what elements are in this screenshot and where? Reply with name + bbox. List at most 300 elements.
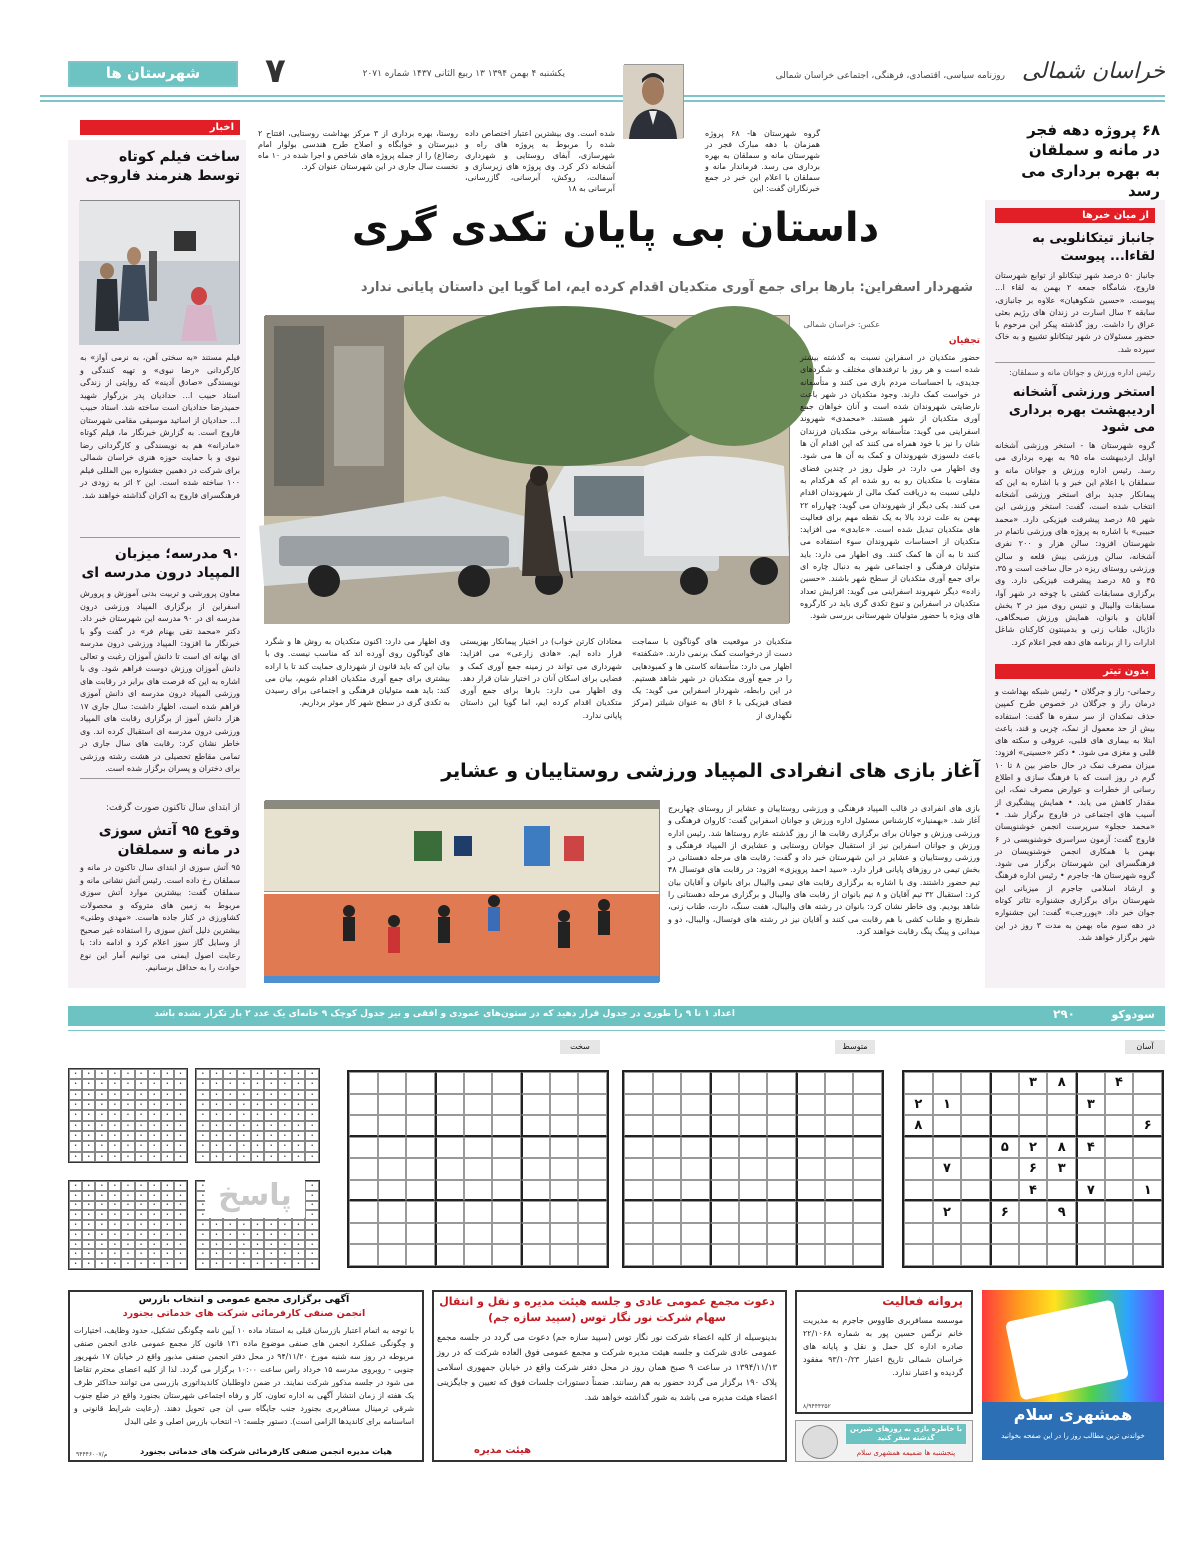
sudoku-cell[interactable] <box>624 1094 653 1116</box>
sudoku-cell[interactable] <box>825 1201 854 1223</box>
sudoku-cell[interactable] <box>578 1094 607 1116</box>
sudoku-cell[interactable] <box>378 1244 407 1266</box>
sudoku-cell[interactable] <box>933 1115 962 1137</box>
sudoku-cell[interactable]: ۷ <box>933 1158 962 1180</box>
sudoku-cell[interactable] <box>767 1223 796 1245</box>
sudoku-cell[interactable] <box>550 1094 579 1116</box>
answer-cell <box>69 1110 82 1120</box>
promo-ad[interactable] <box>795 1420 973 1462</box>
sudoku-cell[interactable] <box>349 1244 378 1266</box>
sudoku-cell[interactable] <box>825 1072 854 1094</box>
answer-cell <box>135 1110 148 1120</box>
sudoku-cell[interactable] <box>681 1115 710 1137</box>
sudoku-cell[interactable] <box>796 1094 825 1116</box>
sudoku-cell[interactable] <box>435 1137 464 1159</box>
answer-cell <box>223 1131 237 1141</box>
sudoku-cell[interactable] <box>578 1244 607 1266</box>
sudoku-cell[interactable]: ۱ <box>933 1094 962 1116</box>
photo-credit: عکس: خراسان شمالی <box>803 320 880 329</box>
answer-cell <box>121 1090 134 1100</box>
sudoku-cell[interactable]: ۲ <box>904 1094 933 1116</box>
sudoku-cell[interactable] <box>1019 1223 1048 1245</box>
sudoku-cell[interactable] <box>710 1137 739 1159</box>
sudoku-cell[interactable] <box>1105 1223 1134 1245</box>
sudoku-cell[interactable] <box>578 1137 607 1159</box>
sudoku-cell[interactable] <box>853 1223 882 1245</box>
sudoku-cell[interactable] <box>464 1223 493 1245</box>
sudoku-cell[interactable] <box>825 1094 854 1116</box>
sudoku-cell[interactable] <box>406 1072 435 1094</box>
sudoku-cell[interactable] <box>1076 1201 1105 1223</box>
sudoku-cell[interactable] <box>1105 1244 1134 1266</box>
answer-cell <box>82 1191 95 1201</box>
sudoku-cell[interactable] <box>681 1094 710 1116</box>
sudoku-cell[interactable] <box>624 1223 653 1245</box>
permit-body: موسسه مسافربری طاووس جاجرم به مدیریت خانم نرگس حسین پور به شماره ۲۲/۱۰۶۸ صادره اداره کل حمل و نقل و پایانه های خراسان شمالی تاریخ اعتبار ۹۳/۱۰/۲۳ مفقود گردیده و اعتبار ندارد. <box>803 1316 963 1377</box>
answer-cell <box>82 1100 95 1110</box>
sudoku-cell[interactable] <box>464 1201 493 1223</box>
sudoku-cell[interactable] <box>349 1094 378 1116</box>
sudoku-medium-grid[interactable] <box>622 1070 884 1268</box>
sudoku-cell[interactable] <box>435 1158 464 1180</box>
sudoku-cell[interactable] <box>1047 1223 1076 1245</box>
sudoku-cell[interactable]: ۳ <box>1019 1072 1048 1094</box>
sudoku-cell[interactable] <box>624 1137 653 1159</box>
sudoku-cell[interactable] <box>904 1244 933 1266</box>
sudoku-cell[interactable] <box>853 1244 882 1266</box>
sudoku-cell[interactable] <box>550 1244 579 1266</box>
sudoku-cell[interactable] <box>681 1137 710 1159</box>
sudoku-cell[interactable] <box>349 1180 378 1202</box>
sudoku-cell[interactable] <box>681 1072 710 1094</box>
sudoku-cell[interactable] <box>624 1115 653 1137</box>
sudoku-cell[interactable] <box>1076 1158 1105 1180</box>
sudoku-cell[interactable]: ۴ <box>1076 1137 1105 1159</box>
hamshahri-ad[interactable] <box>982 1290 1164 1460</box>
answer-cell <box>196 1069 210 1079</box>
sudoku-cell[interactable] <box>550 1072 579 1094</box>
sudoku-cell[interactable] <box>796 1223 825 1245</box>
sudoku-cell[interactable] <box>378 1094 407 1116</box>
sudoku-cell[interactable] <box>1133 1072 1162 1094</box>
sudoku-cell[interactable] <box>796 1158 825 1180</box>
sudoku-cell[interactable] <box>521 1094 550 1116</box>
sudoku-cell[interactable] <box>378 1201 407 1223</box>
sudoku-cell[interactable] <box>796 1244 825 1266</box>
sudoku-cell[interactable]: ۷ <box>1076 1180 1105 1202</box>
sudoku-cell[interactable] <box>961 1223 990 1245</box>
sudoku-cell[interactable] <box>767 1137 796 1159</box>
sudoku-cell[interactable] <box>578 1072 607 1094</box>
sudoku-cell[interactable] <box>378 1115 407 1137</box>
answer-cell <box>264 1121 278 1131</box>
sudoku-cell[interactable] <box>1105 1201 1134 1223</box>
sudoku-cell[interactable] <box>961 1072 990 1094</box>
sudoku-cell[interactable] <box>961 1180 990 1202</box>
answer-cell <box>278 1141 292 1151</box>
answer-cell <box>108 1100 121 1110</box>
sudoku-cell[interactable] <box>464 1094 493 1116</box>
sudoku-cell[interactable] <box>961 1244 990 1266</box>
sudoku-cell[interactable] <box>767 1244 796 1266</box>
meeting-ad <box>432 1290 787 1462</box>
sudoku-cell[interactable] <box>739 1115 768 1137</box>
sudoku-cell[interactable] <box>578 1201 607 1223</box>
sudoku-cell[interactable] <box>464 1244 493 1266</box>
sudoku-cell[interactable]: ۲ <box>933 1201 962 1223</box>
sudoku-cell[interactable] <box>990 1158 1019 1180</box>
answer-cell <box>95 1069 108 1079</box>
top-story-col1: گروه شهرستان ها- ۶۸ پروژه همزمان با دهه مبارک فجر در شهرستان مانه و سملقان به بهره برداری می رسد. فرماندار مانه و سملقان با اعلام این خبر در جمع خبرنگاران گفت: این <box>705 129 820 193</box>
sudoku-cell[interactable] <box>521 1137 550 1159</box>
sudoku-cell[interactable] <box>1047 1244 1076 1266</box>
sudoku-cell[interactable] <box>796 1180 825 1202</box>
answer-cell <box>108 1259 121 1269</box>
sudoku-cell[interactable]: ۱ <box>1133 1180 1162 1202</box>
answer-cell <box>161 1230 174 1240</box>
sudoku-cell[interactable] <box>933 1223 962 1245</box>
sudoku-cell[interactable] <box>904 1201 933 1223</box>
sudoku-cell[interactable] <box>904 1180 933 1202</box>
hamshahri-title: همشهری سلام <box>1013 1405 1133 1424</box>
answer-cell <box>251 1069 265 1079</box>
answer-cell <box>251 1121 265 1131</box>
sudoku-cell[interactable] <box>550 1137 579 1159</box>
sudoku-cell[interactable] <box>406 1094 435 1116</box>
answer-cell <box>148 1131 161 1141</box>
sudoku-cell[interactable]: ۸ <box>904 1115 933 1137</box>
sudoku-cell[interactable] <box>710 1201 739 1223</box>
sudoku-cell[interactable] <box>653 1244 682 1266</box>
sudoku-cell[interactable] <box>853 1094 882 1116</box>
answer-cell <box>292 1121 306 1131</box>
sudoku-cell[interactable] <box>624 1244 653 1266</box>
sudoku-cell[interactable] <box>1047 1115 1076 1137</box>
answer-cell <box>135 1090 148 1100</box>
sudoku-cell[interactable] <box>853 1201 882 1223</box>
sudoku-cell[interactable] <box>853 1158 882 1180</box>
sudoku-cell[interactable] <box>933 1244 962 1266</box>
sudoku-cell[interactable] <box>653 1115 682 1137</box>
sudoku-cell[interactable] <box>681 1244 710 1266</box>
sudoku-cell[interactable] <box>933 1072 962 1094</box>
sudoku-cell[interactable] <box>1019 1094 1048 1116</box>
sudoku-cell[interactable] <box>710 1244 739 1266</box>
sudoku-cell[interactable] <box>464 1158 493 1180</box>
sudoku-cell[interactable] <box>464 1137 493 1159</box>
sudoku-cell[interactable] <box>624 1158 653 1180</box>
sudoku-cell[interactable] <box>961 1158 990 1180</box>
sudoku-cell[interactable] <box>1019 1201 1048 1223</box>
sudoku-cell[interactable] <box>710 1115 739 1137</box>
sudoku-cell[interactable] <box>378 1072 407 1094</box>
sudoku-cell[interactable] <box>710 1180 739 1202</box>
answer-cell <box>135 1181 148 1191</box>
sudoku-cell[interactable] <box>464 1180 493 1202</box>
answer-cell <box>196 1230 210 1240</box>
sudoku-cell[interactable] <box>435 1244 464 1266</box>
sudoku-cell[interactable] <box>1105 1158 1134 1180</box>
sudoku-cell[interactable] <box>435 1115 464 1137</box>
answer-cell <box>121 1220 134 1230</box>
sudoku-cell[interactable] <box>1133 1223 1162 1245</box>
sudoku-cell[interactable] <box>349 1201 378 1223</box>
sudoku-cell[interactable] <box>796 1072 825 1094</box>
sudoku-cell[interactable] <box>521 1244 550 1266</box>
sudoku-cell[interactable] <box>406 1158 435 1180</box>
sudoku-cell[interactable] <box>521 1180 550 1202</box>
sudoku-cell[interactable] <box>349 1223 378 1245</box>
sudoku-cell[interactable] <box>767 1072 796 1094</box>
fire-body: ۹۵ آتش سوزی از ابتدای سال تاکنون در مانه و سملقان رخ داده است. رئیس آتش نشانی مانه و سملقان گفت: بیشترین موارد آتش سوزی مربوط به زمین های متروکه و محصولات کشاورزی در کنار جاده هاست. «مهدی وطنی» بیشترین دلیل آتش سوزی را استفاده غیر صحیح از وسایل گاز سوز اعلام کرد و ادامه داد: با رعایت اصول ایمنی می توانیم آمار این نوع حوادث را به حداقل برسانیم. <box>80 863 240 972</box>
sudoku-cell[interactable]: ۴ <box>1019 1180 1048 1202</box>
sudoku-cell[interactable] <box>550 1201 579 1223</box>
sudoku-cell[interactable]: ۳ <box>1076 1094 1105 1116</box>
sudoku-cell[interactable]: ۹ <box>1047 1201 1076 1223</box>
sudoku-cell[interactable] <box>406 1137 435 1159</box>
sudoku-cell[interactable]: ۶ <box>1133 1115 1162 1137</box>
sudoku-cell[interactable] <box>578 1180 607 1202</box>
sudoku-cell[interactable] <box>521 1072 550 1094</box>
sudoku-cell[interactable] <box>378 1180 407 1202</box>
sudoku-cell[interactable] <box>653 1137 682 1159</box>
sudoku-cell[interactable] <box>464 1115 493 1137</box>
sudoku-cell[interactable] <box>933 1180 962 1202</box>
sudoku-cell[interactable] <box>853 1072 882 1094</box>
sudoku-cell[interactable] <box>990 1094 1019 1116</box>
answer-cell <box>69 1100 82 1110</box>
sudoku-hard-grid[interactable] <box>347 1070 609 1268</box>
sudoku-cell[interactable] <box>1105 1137 1134 1159</box>
sudoku-cell[interactable] <box>739 1201 768 1223</box>
sudoku-cell[interactable] <box>796 1201 825 1223</box>
sudoku-cell[interactable] <box>624 1201 653 1223</box>
sudoku-cell[interactable] <box>990 1244 1019 1266</box>
sudoku-cell[interactable] <box>653 1158 682 1180</box>
sudoku-cell[interactable] <box>825 1223 854 1245</box>
sudoku-cell[interactable] <box>550 1115 579 1137</box>
sudoku-cell[interactable] <box>1076 1244 1105 1266</box>
sudoku-cell[interactable] <box>1019 1244 1048 1266</box>
sudoku-cell[interactable] <box>550 1180 579 1202</box>
answer-cell <box>237 1100 251 1110</box>
sudoku-cell[interactable] <box>349 1072 378 1094</box>
sudoku-cell[interactable] <box>1019 1115 1048 1137</box>
sudoku-cell[interactable] <box>492 1180 521 1202</box>
sudoku-cell[interactable] <box>933 1137 962 1159</box>
sudoku-cell[interactable] <box>739 1137 768 1159</box>
answer-cell <box>148 1121 161 1131</box>
sudoku-cell[interactable] <box>1133 1201 1162 1223</box>
sudoku-cell[interactable] <box>653 1201 682 1223</box>
answer-cell <box>237 1230 251 1240</box>
sudoku-easy-grid[interactable] <box>902 1070 1164 1268</box>
sudoku-cell[interactable] <box>1047 1180 1076 1202</box>
sudoku-cell[interactable] <box>1133 1137 1162 1159</box>
sudoku-cell[interactable] <box>406 1244 435 1266</box>
sudoku-cell[interactable] <box>378 1223 407 1245</box>
sudoku-cell[interactable] <box>767 1158 796 1180</box>
sudoku-cell[interactable] <box>710 1223 739 1245</box>
sudoku-cell[interactable] <box>853 1115 882 1137</box>
sudoku-cell[interactable] <box>767 1180 796 1202</box>
sudoku-cell[interactable] <box>492 1223 521 1245</box>
sudoku-cell[interactable] <box>492 1094 521 1116</box>
sudoku-cell[interactable] <box>406 1180 435 1202</box>
sudoku-cell[interactable] <box>904 1137 933 1159</box>
sudoku-cell[interactable] <box>1133 1244 1162 1266</box>
sudoku-cell[interactable] <box>378 1158 407 1180</box>
answer-cell <box>108 1201 121 1211</box>
sudoku-cell[interactable]: ۸ <box>1047 1137 1076 1159</box>
sudoku-cell[interactable] <box>624 1072 653 1094</box>
sudoku-cell[interactable] <box>378 1137 407 1159</box>
sudoku-cell[interactable] <box>349 1158 378 1180</box>
sudoku-cell[interactable] <box>578 1223 607 1245</box>
union-sub: انجمن صنفی کارفرمائی شرکت های خدماتی بجنورد <box>122 1308 366 1319</box>
sudoku-cell[interactable] <box>653 1180 682 1202</box>
sudoku-cell[interactable] <box>435 1094 464 1116</box>
sudoku-cell[interactable] <box>521 1223 550 1245</box>
answer-cell <box>174 1210 187 1220</box>
sudoku-cell[interactable] <box>739 1244 768 1266</box>
sudoku-cell[interactable] <box>710 1072 739 1094</box>
sudoku-cell[interactable] <box>767 1201 796 1223</box>
sudoku-cell[interactable]: ۶ <box>990 1201 1019 1223</box>
sudoku-cell[interactable] <box>435 1180 464 1202</box>
sudoku-cell[interactable] <box>550 1158 579 1180</box>
sudoku-cell[interactable] <box>990 1072 1019 1094</box>
answer-cell <box>108 1230 121 1240</box>
answer-cell <box>148 1240 161 1250</box>
sudoku-cell[interactable] <box>853 1137 882 1159</box>
sudoku-cell[interactable] <box>521 1158 550 1180</box>
answer-cell <box>305 1210 319 1220</box>
answer-cell <box>223 1141 237 1151</box>
sudoku-cell[interactable] <box>904 1072 933 1094</box>
sudoku-cell[interactable] <box>739 1072 768 1094</box>
sudoku-cell[interactable] <box>406 1115 435 1137</box>
sudoku-cell[interactable] <box>825 1115 854 1137</box>
sudoku-cell[interactable] <box>492 1115 521 1137</box>
answer-cell <box>161 1152 174 1162</box>
sudoku-cell[interactable] <box>990 1223 1019 1245</box>
answer-cell <box>305 1220 319 1230</box>
sudoku-cell[interactable] <box>1076 1223 1105 1245</box>
sudoku-cell[interactable] <box>1105 1115 1134 1137</box>
sudoku-cell[interactable]: ۲ <box>1019 1137 1048 1159</box>
sudoku-cell[interactable] <box>464 1072 493 1094</box>
sudoku-cell[interactable] <box>990 1180 1019 1202</box>
sudoku-cell[interactable] <box>492 1158 521 1180</box>
sudoku-cell[interactable] <box>435 1072 464 1094</box>
sudoku-cell[interactable] <box>961 1201 990 1223</box>
sudoku-cell[interactable] <box>825 1158 854 1180</box>
sudoku-cell[interactable] <box>796 1115 825 1137</box>
sudoku-cell[interactable] <box>961 1137 990 1159</box>
sudoku-cell[interactable] <box>492 1072 521 1094</box>
sudoku-cell[interactable] <box>653 1223 682 1245</box>
answer-cell <box>210 1090 224 1100</box>
sudoku-cell[interactable] <box>1105 1094 1134 1116</box>
sudoku-cell[interactable] <box>825 1244 854 1266</box>
sudoku-cell[interactable]: ۶ <box>1019 1158 1048 1180</box>
sudoku-cell[interactable]: ۵ <box>990 1137 1019 1159</box>
sudoku-cell[interactable] <box>492 1201 521 1223</box>
answer-cell <box>69 1131 82 1141</box>
medium-label: متوسط <box>835 1040 875 1054</box>
sudoku-cell[interactable] <box>681 1158 710 1180</box>
sudoku-cell[interactable] <box>1105 1180 1134 1202</box>
sudoku-cell[interactable]: ۳ <box>1047 1158 1076 1180</box>
sudoku-cell[interactable] <box>1133 1158 1162 1180</box>
sudoku-cell[interactable] <box>406 1223 435 1245</box>
answer-cell <box>305 1201 319 1211</box>
sudoku-cell[interactable] <box>435 1201 464 1223</box>
answer-grid-1 <box>195 1068 320 1163</box>
lead-body-c2: معتادان کارتن خواب) در اختیار پیمانکار بهزیستی قرار داده ایم. «هادی زارعی» می افزاید: شهرداری می تواند در زمینه جمع آوری کمک و فضایی برای اسکان آنان در اختیار شان قرار دهد. وی اظهار می دارد: بارها برای جمع آوری متکدیان اقدام کرده ایم، اما گویا این داستان پایانی ندارد. <box>460 637 622 720</box>
portrait-photo <box>624 64 684 138</box>
sudoku-cell[interactable] <box>435 1223 464 1245</box>
answer-cell <box>251 1259 265 1269</box>
sudoku-cell[interactable] <box>521 1201 550 1223</box>
sudoku-cell[interactable] <box>521 1115 550 1137</box>
sudoku-cell[interactable] <box>681 1180 710 1202</box>
sudoku-cell[interactable] <box>739 1223 768 1245</box>
sudoku-cell[interactable] <box>961 1094 990 1116</box>
sudoku-cell[interactable] <box>578 1158 607 1180</box>
sudoku-cell[interactable] <box>853 1180 882 1202</box>
sudoku-cell[interactable] <box>1047 1094 1076 1116</box>
sudoku-cell[interactable] <box>904 1223 933 1245</box>
answer-cell <box>251 1090 265 1100</box>
sudoku-cell[interactable] <box>904 1158 933 1180</box>
sudoku-cell[interactable] <box>653 1094 682 1116</box>
sudoku-cell[interactable] <box>825 1180 854 1202</box>
answer-cell <box>292 1141 306 1151</box>
sudoku-cell[interactable] <box>767 1094 796 1116</box>
sudoku-cell[interactable] <box>578 1115 607 1137</box>
sudoku-cell[interactable] <box>624 1180 653 1202</box>
sudoku-cell[interactable] <box>767 1115 796 1137</box>
sudoku-cell[interactable] <box>550 1223 579 1245</box>
sudoku-cell[interactable] <box>739 1094 768 1116</box>
sudoku-cell[interactable] <box>681 1223 710 1245</box>
sudoku-cell[interactable] <box>990 1115 1019 1137</box>
sudoku-cell[interactable] <box>492 1137 521 1159</box>
sudoku-cell[interactable] <box>739 1158 768 1180</box>
sudoku-cell[interactable] <box>739 1180 768 1202</box>
sudoku-cell[interactable] <box>961 1115 990 1137</box>
sudoku-cell[interactable] <box>796 1137 825 1159</box>
sudoku-cell[interactable] <box>492 1244 521 1266</box>
sudoku-cell[interactable] <box>1076 1072 1105 1094</box>
sudoku-cell[interactable]: ۴ <box>1105 1072 1134 1094</box>
answer-cell <box>82 1152 95 1162</box>
sudoku-cell[interactable] <box>681 1201 710 1223</box>
sudoku-cell[interactable] <box>349 1137 378 1159</box>
sudoku-cell[interactable] <box>825 1137 854 1159</box>
sudoku-cell[interactable] <box>1076 1115 1105 1137</box>
sudoku-cell[interactable] <box>349 1115 378 1137</box>
sudoku-cell[interactable] <box>1133 1094 1162 1116</box>
sudoku-cell[interactable] <box>653 1072 682 1094</box>
answer-cell <box>161 1249 174 1259</box>
sudoku-cell[interactable]: ۸ <box>1047 1072 1076 1094</box>
sudoku-cell[interactable] <box>406 1201 435 1223</box>
sudoku-cell[interactable] <box>710 1094 739 1116</box>
sudoku-cell[interactable] <box>710 1158 739 1180</box>
